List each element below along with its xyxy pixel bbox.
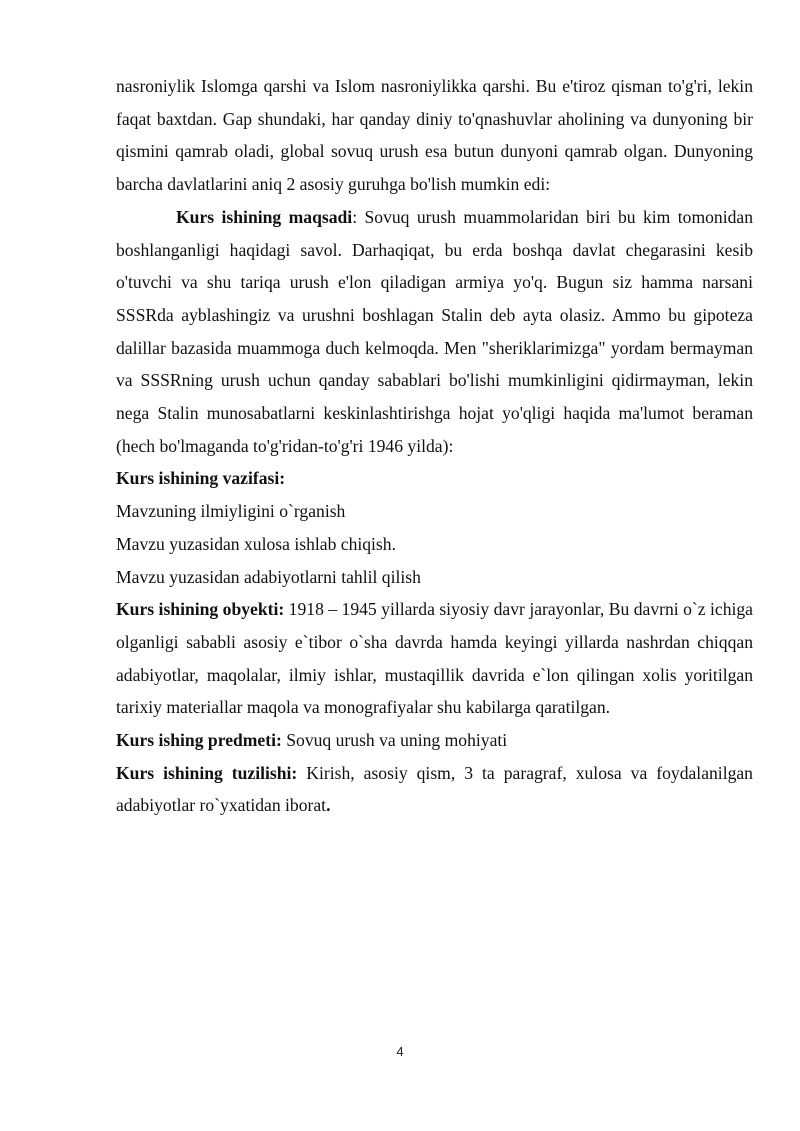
page-number: 4 [396,1044,404,1059]
subject-label: Kurs ishing predmeti: [116,730,282,751]
task-item-3: Mavzu yuzasidan adabiyotlarni tahlil qilish [116,566,421,587]
subject-text: Sovuq urush va uning mohiyati [281,730,508,751]
structure-label: Kurs ishining tuzilishi: [116,762,298,783]
tasks-heading: Kurs ishining vazifasi: [116,468,286,489]
document-page [116,70,753,822]
structure-paragraph [116,757,753,822]
goal-paragraph [116,201,753,463]
goal-text: : Sovuq urush muammolaridan biri bu kim tomonidan boshlanganligi haqidagi savol. Darhaqiqat, bu erda boshqa davlat chegarasini kesib o'tuvchi va shu tariqa urush e'lon qiladigan armiya yo'q. Bugun siz hamma narsani SSSRda ayblashingiz va urushni boshlagan Stalin deb ayta olasiz. Ammo bu gipoteza dalillar bazasida muammoga duch kelmoqda. Men "sheriklarimizga" yordam bermayman va SSSRning urush uchun qanday sabablari bo'lishi mumkinligini qidirmayman, lekin nega Stalin munosabatlarni keskinlashtirishga hojat yo'qligi haqida ma'lumot beraman (hech bo'lmaganda to'g'ridan-to'g'ri 1946 yilda): [116,206,754,456]
structure-text: Kirish, asosiy qism, 3 ta paragraf, xulosa va foydalanilgan adabiyotlar ro`yxatidan iborat [116,762,753,816]
task-item-1: Mavzuning ilmiyligini o`rganish [116,501,346,522]
object-text: 1918 – 1945 yillarda siyosiy davr jarayonlar, Bu davrni o`z ichiga olganligi sababli asosiy e`tibor o`sha davrda hamda keyingi yillarda nashrdan chiqqan adabiyotlar, maqolalar, ilmiy ishlar, mustaqillik davrida e`lon qilingan xolis yoritilgan tarixiy materiallar maqola va monografiyalar shu kabilarga qaratilgan. [116,599,753,718]
structure-period: . [326,795,331,816]
subject-paragraph [116,724,753,757]
object-paragraph [116,593,753,724]
task-item-2: Mavzu yuzasidan xulosa ishlab chiqish. [116,533,396,554]
intro-paragraph: nasroniylik Islomga qarshi va Islom nasroniylikka qarshi. Bu e'tiroz qisman to'g'ri, lekin faqat baxtdan. Gap shundaki, har qanday diniy to'qnashuvlar aholining va dunyoning bir qismini qamrab oladi, global sovuq urush esa butun dunyoni qamrab olgan. Dunyoning barcha davlatlarini aniq 2 asosiy guruhga bo'lish mumkin edi: [116,76,753,195]
object-label: Kurs ishining obyekti: [116,599,285,620]
goal-label: Kurs ishining maqsadi [176,206,353,227]
